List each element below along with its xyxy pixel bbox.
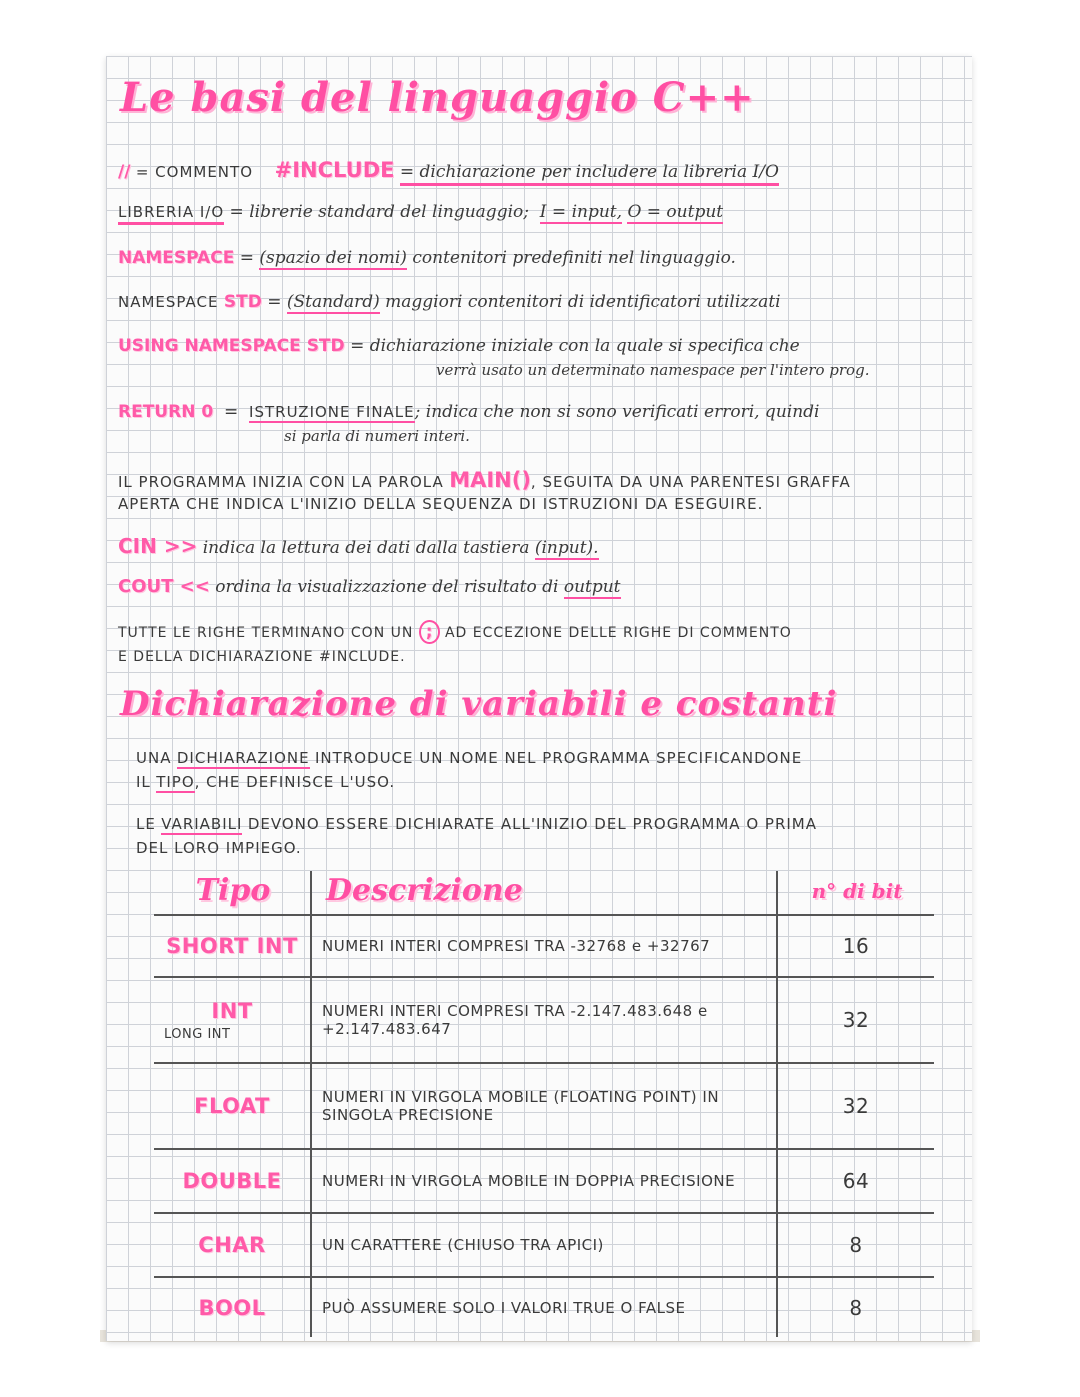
cout-keyword: COUT << bbox=[118, 576, 210, 597]
main-pre: IL PROGRAMMA INIZIA CON LA PAROLA bbox=[118, 473, 444, 491]
semicolon-post: AD ECCEZIONE DELLE RIGHE DI COMMENTO bbox=[444, 625, 792, 641]
namespace-paren: (spazio dei nomi) bbox=[259, 248, 407, 268]
line-main bbox=[118, 468, 960, 492]
type-bits: 8 bbox=[777, 1277, 934, 1337]
table-row bbox=[154, 1063, 934, 1149]
notebook-page bbox=[106, 56, 972, 1341]
std-paren: (Standard) bbox=[286, 292, 380, 312]
include-keyword: #INCLUDE bbox=[274, 158, 395, 182]
semicolon-pre: TUTTE LE RIGHE TERMINANO CON UN bbox=[118, 625, 414, 641]
line-declaration-2 bbox=[136, 772, 960, 792]
type-subname: LONG INT bbox=[164, 1026, 231, 1042]
line-cin bbox=[118, 534, 960, 558]
type-bits: 64 bbox=[777, 1149, 934, 1213]
decl-line2-word: TIPO bbox=[156, 773, 195, 791]
line-return-2 bbox=[284, 426, 960, 446]
semicolon-symbol: ; bbox=[419, 620, 440, 644]
table-row bbox=[154, 977, 934, 1063]
type-bits: 16 bbox=[777, 915, 934, 977]
header-bits: n° di bit bbox=[777, 871, 934, 915]
line-std bbox=[118, 292, 960, 312]
header-description: Descrizione bbox=[311, 871, 777, 915]
type-name: BOOL bbox=[198, 1295, 266, 1320]
var-pre: LE bbox=[136, 815, 156, 833]
line-variables-2 bbox=[136, 838, 960, 858]
cout-description: ordina la visualizzazione del risultato di bbox=[215, 577, 559, 597]
line-comment bbox=[118, 158, 960, 182]
comment-label: = COMMENTO bbox=[135, 163, 253, 181]
decl-word: DICHIARAZIONE bbox=[176, 749, 310, 767]
output-definition: O = output bbox=[627, 202, 724, 222]
type-description: UN CARATTERE (CHIUSO TRA APICI) bbox=[311, 1213, 777, 1277]
using-description-1: = dichiarazione iniziale con la quale si specifica che bbox=[350, 336, 800, 356]
namespace-keyword: NAMESPACE bbox=[118, 248, 235, 268]
std-equals: = bbox=[267, 292, 282, 312]
cin-description: indica la lettura dei dati dalla tastiera bbox=[202, 538, 530, 558]
type-name: CHAR bbox=[198, 1233, 266, 1257]
decl-line2-pre: IL bbox=[136, 773, 151, 791]
type-bits: 32 bbox=[777, 977, 934, 1063]
var-word: VARIABILI bbox=[161, 815, 243, 833]
main-keyword: MAIN() bbox=[449, 468, 531, 492]
type-description: NUMERI INTERI COMPRESI TRA -2.147.483.648 e +2.147.483.647 bbox=[311, 977, 777, 1063]
type-description: PUÒ ASSUMERE SOLO I VALORI TRUE O FALSE bbox=[311, 1277, 777, 1337]
semicolon-line-2: E DELLA DICHIARAZIONE #INCLUDE. bbox=[118, 649, 406, 665]
table-row bbox=[154, 915, 934, 977]
line-semicolon-2 bbox=[118, 646, 960, 666]
input-definition: I = input, bbox=[539, 202, 623, 222]
std-keyword: STD bbox=[223, 292, 262, 312]
using-description-2: verrà usato un determinato namespace per l'intero prog. bbox=[436, 361, 870, 379]
namespace-description: contenitori predefiniti nel linguaggio. bbox=[412, 248, 736, 268]
type-name: SHORT INT bbox=[166, 934, 298, 958]
namespace-std-prefix: NAMESPACE bbox=[118, 293, 219, 311]
line-variables bbox=[136, 814, 960, 834]
var-line-2: DEL LORO IMPIEGO. bbox=[136, 839, 302, 857]
line-using bbox=[118, 336, 960, 356]
decl-line2-post: , CHE DEFINISCE L'USO. bbox=[194, 773, 396, 791]
decl-post: INTRODUCE UN NOME NEL PROGRAMMA SPECIFICANDONE bbox=[314, 749, 803, 767]
line-return bbox=[118, 402, 960, 422]
return-description-2: si parla di numeri interi. bbox=[284, 427, 470, 445]
return-label: ISTRUZIONE FINALE bbox=[249, 403, 415, 421]
line-namespace bbox=[118, 248, 960, 268]
line-semicolon bbox=[118, 622, 960, 642]
type-bits: 8 bbox=[777, 1213, 934, 1277]
type-name: INT bbox=[211, 998, 253, 1023]
line-libreria bbox=[118, 202, 960, 222]
section-title: Dichiarazione di variabili e costanti bbox=[120, 684, 838, 724]
cin-keyword: CIN >> bbox=[118, 534, 198, 558]
cout-output: output bbox=[563, 577, 621, 597]
table-row bbox=[154, 1213, 934, 1277]
types-table bbox=[154, 871, 934, 1337]
namespace-equals: = bbox=[239, 248, 254, 268]
main-post: , SEGUITA DA UNA PARENTESI GRAFFA bbox=[530, 473, 851, 491]
table-row bbox=[154, 1149, 934, 1213]
var-post: DEVONO ESSERE DICHIARATE ALL'INIZIO DEL PROGRAMMA O PRIMA bbox=[247, 815, 818, 833]
line-cout bbox=[118, 576, 960, 597]
line-using-2 bbox=[436, 360, 960, 380]
type-description: NUMERI INTERI COMPRESI TRA -32768 e +32767 bbox=[311, 915, 777, 977]
return-keyword: RETURN 0 bbox=[118, 402, 214, 422]
main-line-2: APERTA CHE INDICA L'INIZIO DELLA SEQUENZA DI ISTRUZIONI DA ESEGUIRE. bbox=[118, 495, 764, 513]
return-equals: = bbox=[223, 402, 239, 422]
type-description: NUMERI IN VIRGOLA MOBILE IN DOPPIA PRECISIONE bbox=[311, 1149, 777, 1213]
type-name: FLOAT bbox=[194, 1094, 270, 1118]
include-description: = dichiarazione per includere la libreria I/O bbox=[400, 162, 779, 186]
table-header-row bbox=[154, 871, 934, 915]
comment-symbol: // bbox=[118, 162, 131, 182]
libreria-description: = librerie standard del linguaggio; bbox=[229, 202, 529, 222]
using-keyword: USING NAMESPACE STD bbox=[118, 336, 345, 356]
type-description: NUMERI IN VIRGOLA MOBILE (FLOATING POINT) IN SINGOLA PRECISIONE bbox=[311, 1063, 777, 1149]
header-type: Tipo bbox=[154, 871, 311, 915]
table-row bbox=[154, 1277, 934, 1337]
std-description: maggiori contenitori di identificatori utilizzati bbox=[385, 292, 781, 312]
line-main-2 bbox=[118, 494, 960, 514]
libreria-keyword: LIBRERIA I/O bbox=[118, 203, 224, 225]
line-declaration bbox=[136, 748, 960, 768]
page-title: Le basi del linguaggio C++ bbox=[120, 74, 755, 121]
return-description-1: ; indica che non si sono verificati errori, quindi bbox=[414, 402, 820, 422]
type-bits: 32 bbox=[777, 1063, 934, 1149]
cin-input: (input). bbox=[534, 538, 599, 558]
decl-pre: UNA bbox=[136, 749, 172, 767]
type-name: DOUBLE bbox=[182, 1169, 282, 1193]
